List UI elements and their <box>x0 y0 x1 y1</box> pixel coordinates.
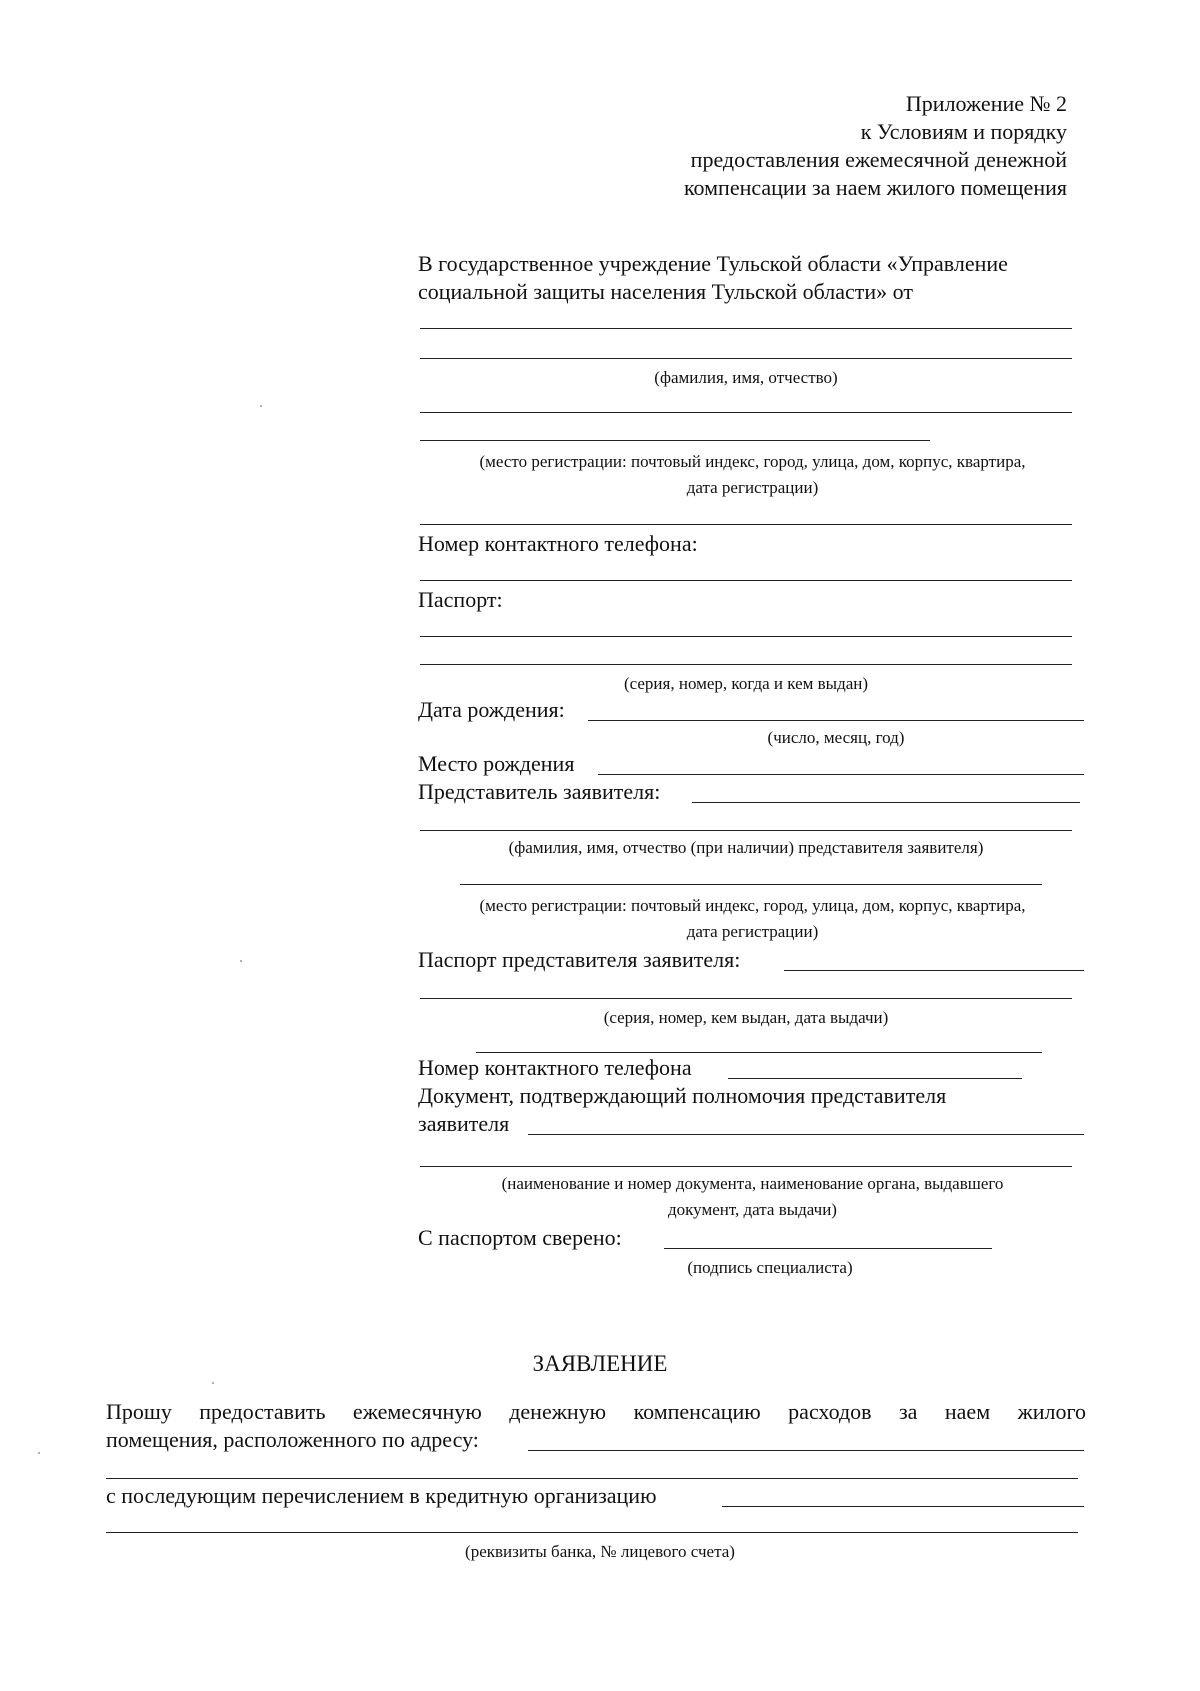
representative-registration-caption-line1: (место регистрации: почтовый индекс, город, улица, дом, корпус, квартира, <box>479 896 1026 915</box>
registration-caption-line1: (место регистрации: почтовый индекс, город, улица, дом, корпус, квартира, <box>479 452 1026 471</box>
authority-document-label: Документ, подтверждающий полномочия представителя <box>418 1083 947 1108</box>
birth-date-caption: (число, месяц, год) <box>767 728 905 747</box>
appendix-reference-line2: предоставления ежемесячной денежной <box>690 147 1067 172</box>
representative-extra-line[interactable] <box>476 1052 1042 1053</box>
registration-line-1[interactable] <box>420 412 1072 413</box>
representative-label: Представитель заявителя: <box>418 779 661 804</box>
representative-passport-input-line-2[interactable] <box>420 998 1072 999</box>
authority-document-label-line2: заявителя <box>418 1111 510 1136</box>
scan-speck <box>212 1382 214 1384</box>
representative-registration-line[interactable] <box>460 884 1042 885</box>
registration-line-3[interactable] <box>420 524 1072 525</box>
birth-date-input-line[interactable] <box>588 720 1084 721</box>
applicant-fio-line-1[interactable] <box>420 328 1072 329</box>
representative-fio-caption: (фамилия, имя, отчество (при наличии) представителя заявителя) <box>508 838 984 857</box>
fio-caption: (фамилия, имя, отчество) <box>654 368 838 387</box>
representative-input-line-2[interactable] <box>420 830 1072 831</box>
birth-place-input-line[interactable] <box>598 774 1084 775</box>
statement-text-line3: с последующим перечислением в кредитную организацию <box>106 1483 657 1508</box>
registration-caption-line2: дата регистрации) <box>686 478 819 497</box>
birth-date-label: Дата рождения: <box>418 697 565 722</box>
phone-input-line[interactable] <box>420 580 1072 581</box>
authority-document-caption-line2: документ, дата выдачи) <box>668 1200 837 1219</box>
bank-details-caption: (реквизиты банка, № лицевого счета) <box>465 1542 735 1561</box>
applicant-fio-line-2[interactable] <box>420 358 1072 359</box>
scan-speck <box>260 405 262 407</box>
authority-document-input-line[interactable] <box>528 1134 1084 1135</box>
passport-caption: (серия, номер, когда и кем выдан) <box>623 674 869 693</box>
specialist-signature-line[interactable] <box>664 1248 992 1249</box>
appendix-reference-line3: компенсации за наем жилого помещения <box>683 175 1067 200</box>
statement-text-line1: Прошу предоставить ежемесячную денежную компенсацию расходов за наем жилого <box>106 1399 1086 1424</box>
statement-title: ЗАЯВЛЕНИЕ <box>532 1351 668 1376</box>
birth-place-label: Место рождения <box>418 751 575 776</box>
property-address-input-line[interactable] <box>528 1450 1084 1451</box>
property-address-input-line-2[interactable] <box>106 1478 1078 1479</box>
passport-label: Паспорт: <box>418 587 503 612</box>
representative-input-line[interactable] <box>692 802 1080 803</box>
passport-line-2[interactable] <box>420 664 1072 665</box>
registration-line-2[interactable] <box>420 440 930 441</box>
passport-line-1[interactable] <box>420 636 1072 637</box>
scan-speck <box>240 960 242 962</box>
specialist-signature-caption: (подпись специалиста) <box>687 1258 853 1277</box>
passport-checked-label: С паспортом сверено: <box>418 1225 622 1250</box>
addressee-line1: В государственное учреждение Тульской области «Управление <box>418 251 1008 276</box>
representative-phone-label: Номер контактного телефона <box>418 1055 692 1080</box>
representative-passport-caption: (серия, номер, кем выдан, дата выдачи) <box>603 1008 889 1027</box>
addressee-line2: социальной защиты населения Тульской области» от <box>418 279 913 304</box>
representative-passport-input-line[interactable] <box>784 970 1084 971</box>
authority-document-input-line-2[interactable] <box>420 1166 1072 1167</box>
scan-speck <box>38 1452 40 1454</box>
appendix-reference: к Условиям и порядку <box>860 119 1067 144</box>
credit-organization-input-line[interactable] <box>722 1506 1084 1507</box>
authority-document-caption-line1: (наименование и номер документа, наименование органа, выдавшего <box>501 1174 1004 1193</box>
bank-details-input-line[interactable] <box>106 1532 1078 1533</box>
statement-text-line2: помещения, расположенного по адресу: <box>106 1427 479 1452</box>
representative-phone-input-line[interactable] <box>728 1078 1022 1079</box>
representative-registration-caption-line2: дата регистрации) <box>686 922 819 941</box>
representative-passport-label: Паспорт представителя заявителя: <box>418 947 741 972</box>
phone-label: Номер контактного телефона: <box>418 531 698 556</box>
appendix-number: Приложение № 2 <box>905 91 1067 116</box>
